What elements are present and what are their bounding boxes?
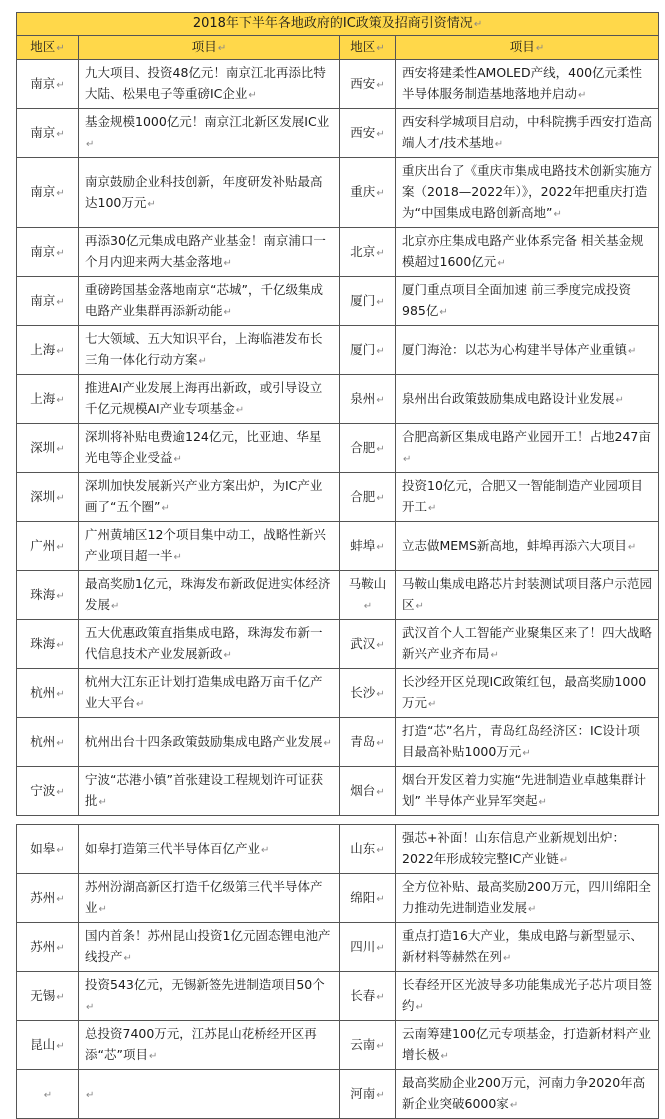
paragraph-mark-icon: ↵ [376,844,385,856]
paragraph-mark-icon: ↵ [56,541,65,553]
table-row [17,277,659,326]
project-cell-text: 重点打造16大产业，集成电路与新型显示、新材料等赫然在列 [402,928,643,964]
table-row [17,522,659,571]
region-cell-text: 马鞍山 [348,576,387,591]
paragraph-mark-icon: ↵ [578,90,587,101]
region-cell [17,571,79,620]
project-cell [79,1070,340,1119]
project-cell [396,424,659,473]
paragraph-mark-icon: ↵ [111,601,120,612]
paragraph-mark-icon: ↵ [217,43,227,54]
paragraph-mark-icon: ↵ [56,188,65,199]
project-cell-text: 推进AI产业发展上海再出新政，或引导设立千亿元规模AI产业专项基金 [85,380,323,416]
table-row [17,767,659,816]
paragraph-mark-icon: ↵ [535,43,545,54]
project-cell [79,571,340,620]
region-cell-text: 北京 [350,243,376,259]
paragraph-mark-icon: ↵ [376,394,385,406]
project-cell-text: 马鞍山集成电路芯片封装测试项目落户示范园区 [402,576,653,612]
region-cell-text: 合肥 [350,488,376,504]
paragraph-mark-icon: ↵ [376,639,385,651]
region-cell-text: 长春 [350,987,376,1003]
region-cell-text: 南京 [30,124,56,140]
project-cell-text: 云南筹建100亿元专项基金，打造新材料产业增长极 [402,1026,651,1062]
paragraph-mark-icon: ↵ [376,688,385,700]
region-cell-text: 无锡 [30,987,56,1003]
region-cell [17,825,79,874]
paragraph-mark-icon: ↵ [148,1051,158,1062]
table-row [17,825,659,874]
title-row [17,13,659,36]
header-region-2 [340,36,396,60]
region-cell-text: 河南 [350,1085,376,1101]
region-cell-text: 烟台 [350,782,376,798]
paragraph-mark-icon: ↵ [440,1051,449,1062]
region-cell [340,60,396,109]
region-cell-text: 昆山 [30,1036,56,1052]
project-cell [79,620,340,669]
paragraph-mark-icon: ↵ [473,19,483,30]
paragraph-mark-icon: ↵ [56,639,65,651]
table-title [17,13,659,36]
paragraph-mark-icon: ↵ [376,43,385,54]
project-cell [396,669,659,718]
paragraph-mark-icon: ↵ [56,942,65,954]
paragraph-mark-icon: ↵ [86,1089,95,1101]
project-cell [396,158,659,228]
project-cell [396,109,659,158]
project-cell [396,522,659,571]
paragraph-mark-icon: ↵ [628,345,637,357]
project-cell-text: 宁波“芯港小镇”首张建设工程规划许可证获批 [85,772,323,808]
table-body [17,13,659,1119]
project-cell-text: 九大项目、投资48亿元！南京江北再添比特大陆、松果电子等重磅IC企业 [85,65,326,101]
paragraph-mark-icon: ↵ [415,1002,424,1013]
paragraph-mark-icon: ↵ [56,1040,65,1052]
region-cell-text: 长沙 [350,684,376,700]
project-cell-text: 南京鼓励企业科技创新，年度研发补贴最高达100万元 [85,173,323,210]
region-cell-text: 珠海 [30,586,56,602]
paragraph-mark-icon: ↵ [376,492,385,504]
region-cell [17,767,79,816]
project-cell-text: 深圳加快发展新兴产业方案出炉，为IC产业画了“五个圈” [85,478,323,514]
section-gap-cell [17,816,659,825]
table-row [17,60,659,109]
table-row [17,1070,659,1119]
project-cell-text: 打造“芯”名片，青岛红岛经济区：IC设计项目最高补贴1000万元 [402,723,640,759]
region-cell [17,228,79,277]
region-cell-text: 青岛 [350,733,376,749]
paragraph-mark-icon: ↵ [553,209,562,220]
paragraph-mark-icon: ↵ [538,797,547,808]
paragraph-mark-icon: ↵ [615,394,624,406]
region-cell [340,109,396,158]
paragraph-mark-icon: ↵ [363,601,373,612]
project-cell [79,277,340,326]
project-cell-text: 广州黄埔区12个项目集中动工，战略性新兴产业项目超一半 [85,527,326,563]
paragraph-mark-icon: ↵ [522,748,531,759]
project-cell [79,326,340,375]
project-cell-text: 泉州出台政策鼓励集成电路设计业发展 [402,390,615,406]
region-cell-text: 如皋 [30,840,56,856]
table-row [17,326,659,375]
project-cell-text: 最高奖励1亿元，珠海发布新政促进实体经济发展 [85,576,331,612]
table-title-text: 2018年下半年各地政府的IC政策及招商引资情况 [192,16,473,31]
table-row [17,109,659,158]
table-row [17,718,659,767]
region-cell-text: 山东 [350,840,376,856]
project-cell [396,326,659,375]
region-cell-text: 深圳 [30,439,56,455]
paragraph-mark-icon: ↵ [56,247,65,259]
project-cell [396,767,659,816]
project-cell [79,923,340,972]
project-cell [396,1021,659,1070]
project-cell-text: 长沙经开区兑现IC政策红包，最高奖励1000万元 [402,674,647,710]
project-cell-text: 如皋打造第三代半导体百亿产业 [85,840,261,856]
paragraph-mark-icon: ↵ [123,953,132,964]
header-region-1 [17,36,79,60]
region-cell [340,620,396,669]
region-cell-text: 绵阳 [350,889,376,905]
region-cell-text: 四川 [350,938,376,954]
paragraph-mark-icon: ↵ [428,699,437,710]
table-row [17,923,659,972]
region-cell [340,874,396,923]
paragraph-mark-icon: ↵ [376,1040,385,1052]
project-cell-text: 投资10亿元，合肥又一智能制造产业园项目开工 [402,478,643,514]
project-cell-text: 长春经开区光波导多功能集成光子芯片项目签约 [402,977,653,1013]
project-cell-text: 重庆出台了《重庆市集成电路技术创新实施方案（2018—2022年）》，2022年把重庆打造为“中国集成电路创新高地” [402,163,653,220]
project-cell [79,375,340,424]
project-cell [79,669,340,718]
table-row [17,375,659,424]
paragraph-mark-icon: ↵ [494,139,504,150]
region-cell-text: 苏州 [30,889,56,905]
project-cell-text: 合肥高新区集成电路产业园开工！占地247亩 [402,429,651,444]
section-gap [17,816,659,825]
paragraph-mark-icon: ↵ [528,904,537,915]
project-cell [79,825,340,874]
project-cell-text: 重磅跨国基金落地南京“芯城”，千亿级集成电路产业集群再添新动能 [85,282,323,318]
project-cell [79,1021,340,1070]
paragraph-mark-icon: ↵ [56,345,65,357]
paragraph-mark-icon: ↵ [376,942,385,954]
project-cell-text: 杭州出台十四条政策鼓励集成电路产业发展 [85,733,323,749]
project-cell-text: 再添30亿元集成电路产业基金！南京浦口一个月内迎来两大基金落地 [85,233,326,269]
project-cell [396,375,659,424]
project-cell [79,473,340,522]
paragraph-mark-icon: ↵ [415,601,424,612]
table-row [17,874,659,923]
region-cell [340,424,396,473]
project-cell [396,825,659,874]
paragraph-mark-icon: ↵ [173,552,182,563]
table-row [17,228,659,277]
paragraph-mark-icon: ↵ [86,1002,95,1013]
table-row [17,424,659,473]
project-cell [79,424,340,473]
paragraph-mark-icon: ↵ [261,844,270,856]
region-cell-text: 上海 [30,341,56,357]
region-cell [340,1021,396,1070]
paragraph-mark-icon: ↵ [497,258,506,269]
region-cell [17,277,79,326]
paragraph-mark-icon: ↵ [376,541,385,553]
table-row [17,1021,659,1070]
paragraph-mark-icon: ↵ [198,356,207,367]
paragraph-mark-icon: ↵ [439,307,448,318]
region-cell-text: 南京 [30,184,56,199]
region-cell [340,571,396,620]
paragraph-mark-icon: ↵ [376,1089,385,1101]
region-cell-text: 厦门 [350,341,376,357]
table-row [17,158,659,228]
paragraph-mark-icon: ↵ [56,786,65,798]
paragraph-mark-icon: ↵ [98,797,107,808]
region-cell-text: 蚌埠 [350,537,376,553]
region-cell [340,669,396,718]
header-region-1-text: 地区 [30,39,56,54]
paragraph-mark-icon: ↵ [56,844,65,856]
paragraph-mark-icon: ↵ [403,454,412,465]
region-cell [340,522,396,571]
paragraph-mark-icon: ↵ [173,454,182,465]
paragraph-mark-icon: ↵ [376,786,385,798]
paragraph-mark-icon: ↵ [56,394,65,406]
paragraph-mark-icon: ↵ [43,1089,53,1101]
project-cell-text: 五大优惠政策直指集成电路，珠海发布新一代信息技术产业发展新政 [85,625,323,661]
region-cell-text: 重庆 [350,184,376,199]
project-cell-text: 西安将建柔性AMOLED产线，400亿元柔性半导体服务制造基地落地并启动 [402,65,643,101]
region-cell-text: 南京 [30,75,56,91]
project-cell [79,874,340,923]
table-row [17,620,659,669]
paragraph-mark-icon: ↵ [98,904,107,915]
region-cell [17,718,79,767]
paragraph-mark-icon: ↵ [86,139,95,150]
paragraph-mark-icon: ↵ [376,443,385,455]
paragraph-mark-icon: ↵ [147,198,156,210]
project-cell-text: 强芯+补面！山东信息产业新规划出炉：2022年形成较完整IC产业链 [402,830,625,866]
paragraph-mark-icon: ↵ [56,296,65,308]
project-cell-text: 最高奖励企业200万元，河南力争2020年高新企业突破6000家 [402,1075,646,1111]
paragraph-mark-icon: ↵ [627,541,637,553]
paragraph-mark-icon: ↵ [56,79,65,91]
project-cell [396,718,659,767]
paragraph-mark-icon: ↵ [56,737,65,749]
region-cell [17,473,79,522]
region-cell [340,375,396,424]
paragraph-mark-icon: ↵ [503,953,512,964]
project-cell-text: 总投资7400万元，江苏昆山花桥经开区再添“芯”项目 [85,1026,317,1062]
paragraph-mark-icon: ↵ [136,699,145,710]
policy-document [16,12,658,1119]
region-cell-text: 云南 [350,1036,376,1052]
project-cell-text: 烟台开发区着力实施“先进制造业卓越集群计划” 半导体产业异军突起 [402,772,646,808]
paragraph-mark-icon: ↵ [559,855,569,866]
table-row [17,972,659,1021]
region-cell [17,923,79,972]
region-cell-text: 南京 [30,292,56,308]
project-cell [396,571,659,620]
region-cell [17,620,79,669]
paragraph-mark-icon: ↵ [376,128,385,140]
project-cell [79,228,340,277]
region-cell-text: 杭州 [30,733,56,749]
region-cell [17,326,79,375]
paragraph-mark-icon: ↵ [56,443,65,455]
region-cell [340,326,396,375]
paragraph-mark-icon: ↵ [376,247,385,259]
region-cell [340,228,396,277]
project-cell-text: 杭州大江东正计划打造集成电路万亩千亿产业大平台 [85,674,323,710]
region-cell [17,874,79,923]
region-cell-text: 厦门 [350,292,376,308]
region-cell [17,375,79,424]
region-cell-text: 南京 [30,243,56,259]
paragraph-mark-icon: ↵ [56,688,65,700]
paragraph-mark-icon: ↵ [428,503,437,514]
table-row [17,473,659,522]
region-cell-text: 苏州 [30,938,56,954]
project-cell-text: 立志做MEMS新高地，蚌埠再添六大项目 [402,537,627,553]
header-item-1 [79,36,340,60]
paragraph-mark-icon: ↵ [376,737,385,749]
header-row [17,36,659,60]
project-cell-text: 西安科学城项目启动，中科院携手西安打造高端人才/技术基地 [402,114,653,150]
project-cell-text: 全方位补贴、最高奖励200万元，四川绵阳全力推动先进制造业发展 [402,879,651,915]
paragraph-mark-icon: ↵ [56,492,65,504]
region-cell [17,522,79,571]
table-row [17,669,659,718]
project-cell-text: 武汉首个人工智能产业聚集区来了！四大战略新兴产业齐布局 [402,625,653,661]
project-cell-text: 厦门海沧：以芯为心构建半导体产业重镇 [402,341,628,357]
region-cell-text: 广州 [30,537,56,553]
paragraph-mark-icon: ↵ [223,258,232,269]
paragraph-mark-icon: ↵ [223,650,232,661]
project-cell [396,473,659,522]
region-cell [340,158,396,228]
project-cell [79,972,340,1021]
paragraph-mark-icon: ↵ [235,405,245,416]
region-cell [340,972,396,1021]
project-cell [79,718,340,767]
region-cell [17,109,79,158]
project-cell [396,620,659,669]
project-cell-text: 七大领域、五大知识平台，上海临港发布长三角一体化行动方案 [85,331,323,367]
region-cell-text: 西安 [350,124,376,140]
region-cell [340,473,396,522]
project-cell [79,109,340,158]
paragraph-mark-icon: ↵ [376,345,385,357]
paragraph-mark-icon: ↵ [376,296,385,308]
header-item-2-text: 项目 [509,39,535,54]
project-cell-text: 国内首条！苏州昆山投资1亿元固态锂电池产线投产 [85,928,331,964]
project-cell [396,228,659,277]
project-cell-text: 深圳将补贴电费逾124亿元，比亚迪、华星光电等企业受益 [85,429,322,465]
paragraph-mark-icon: ↵ [376,991,385,1003]
project-cell [79,522,340,571]
region-cell [340,277,396,326]
region-cell-text: 珠海 [30,635,56,651]
paragraph-mark-icon: ↵ [161,503,170,514]
project-cell-text: 基金规模1000亿元！南京江北新区发展IC业 [85,114,330,129]
region-cell-text: 合肥 [350,439,376,455]
project-cell [396,60,659,109]
paragraph-mark-icon: ↵ [323,737,332,749]
header-item-2 [396,36,659,60]
region-cell-text: 深圳 [30,488,56,504]
region-cell [340,1070,396,1119]
paragraph-mark-icon: ↵ [376,893,385,905]
project-cell [79,767,340,816]
region-cell-text: 上海 [30,390,56,406]
region-cell-text: 杭州 [30,684,56,700]
project-cell-text: 苏州汾湖高新区打造千亿级第三代半导体产业 [85,879,323,915]
region-cell-text: 宁波 [30,782,56,798]
policy-table [16,12,659,1119]
region-cell [17,60,79,109]
paragraph-mark-icon: ↵ [223,307,232,318]
paragraph-mark-icon: ↵ [56,991,65,1003]
project-cell [396,1070,659,1119]
region-cell [17,424,79,473]
header-item-1-text: 项目 [191,39,217,54]
region-cell [17,972,79,1021]
paragraph-mark-icon: ↵ [509,1100,519,1111]
project-cell [396,874,659,923]
region-cell [17,669,79,718]
project-cell [396,972,659,1021]
region-cell [340,718,396,767]
project-cell [79,60,340,109]
region-cell-text: 西安 [350,75,376,91]
region-cell [17,158,79,228]
project-cell-text: 厦门重点项目全面加速 前三季度完成投资985亿 [402,282,631,318]
paragraph-mark-icon: ↵ [376,79,385,91]
paragraph-mark-icon: ↵ [56,590,65,602]
paragraph-mark-icon: ↵ [56,43,65,54]
paragraph-mark-icon: ↵ [490,650,499,661]
table-row [17,571,659,620]
region-cell [17,1070,79,1119]
project-cell [79,158,340,228]
header-region-2-text: 地区 [350,39,376,54]
region-cell [340,923,396,972]
region-cell [340,825,396,874]
paragraph-mark-icon: ↵ [56,893,65,905]
paragraph-mark-icon: ↵ [56,128,65,140]
paragraph-mark-icon: ↵ [376,188,385,199]
project-cell [396,277,659,326]
paragraph-mark-icon: ↵ [248,90,257,101]
region-cell-text: 泉州 [350,390,376,406]
project-cell-text: 北京亦庄集成电路产业体系完备 相关基金规模超过1600亿元 [402,233,644,269]
region-cell [17,1021,79,1070]
region-cell [340,767,396,816]
project-cell [396,923,659,972]
region-cell-text: 武汉 [350,635,376,651]
project-cell-text: 投资543亿元，无锡新签先进制造项目50个 [85,977,325,992]
